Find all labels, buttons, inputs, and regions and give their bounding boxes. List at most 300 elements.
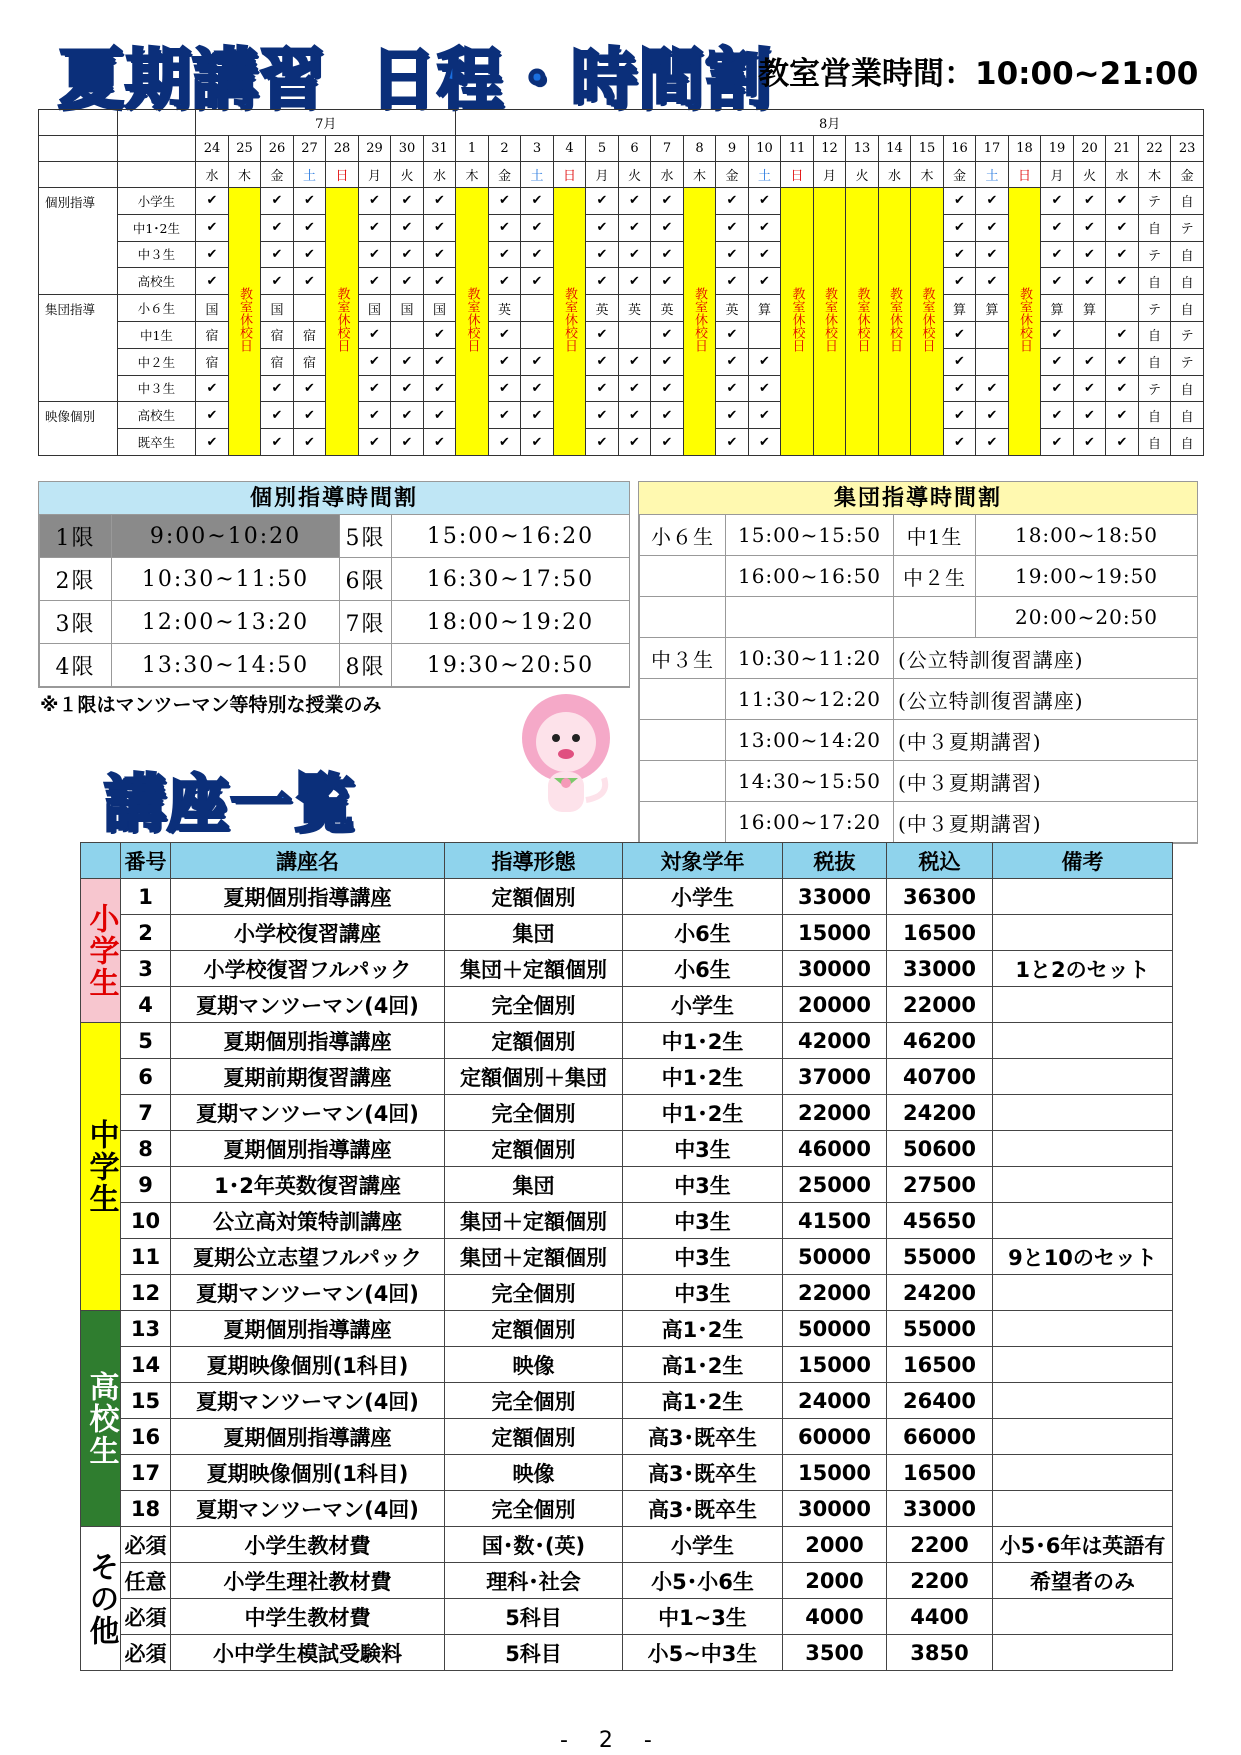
- period-label: 4限: [40, 644, 112, 687]
- day-number: 16: [943, 136, 976, 162]
- schedule-cell: [521, 321, 554, 348]
- schedule-cell: 自: [1138, 402, 1171, 429]
- schedule-cell: 自: [1138, 214, 1171, 241]
- schedule-cell: ✔: [586, 429, 619, 456]
- schedule-cell: ✔: [423, 321, 456, 348]
- table-cell: 夏期前期復習講座: [171, 1059, 445, 1095]
- group-time: 16:00~17:20: [726, 802, 894, 843]
- schedule-cell: ✔: [748, 268, 781, 295]
- table-cell: 25000: [783, 1167, 887, 1203]
- table-cell: [993, 1023, 1173, 1059]
- group-grade-label: 中３生: [640, 638, 726, 679]
- schedule-cell: 国: [423, 295, 456, 322]
- table-cell: 2200: [887, 1527, 993, 1563]
- day-number: 23: [1171, 136, 1204, 162]
- weekday: 日: [326, 162, 359, 188]
- schedule-cell: テ: [1171, 348, 1204, 375]
- closed-day: [553, 188, 586, 456]
- schedule-cell: 算: [748, 295, 781, 322]
- table-cell: 10: [121, 1203, 171, 1239]
- schedule-cell: ✔: [976, 402, 1009, 429]
- day-number: 6: [618, 136, 651, 162]
- day-number: 11: [781, 136, 814, 162]
- schedule-cell: ✔: [1073, 375, 1106, 402]
- table-cell: 夏期個別指導講座: [171, 1131, 445, 1167]
- schedule-cell: ✔: [1073, 188, 1106, 215]
- table-cell: 理科･社会: [445, 1563, 623, 1599]
- table-cell: 18: [121, 1491, 171, 1527]
- schedule-cell: ✔: [976, 188, 1009, 215]
- table-cell: 33000: [783, 879, 887, 915]
- table-cell: 7: [121, 1095, 171, 1131]
- table-cell: 小学校復習フルパック: [171, 951, 445, 987]
- schedule-cell: 自: [1138, 321, 1171, 348]
- table-cell: 8: [121, 1131, 171, 1167]
- table-cell: 4000: [783, 1599, 887, 1635]
- schedule-cell: ✔: [651, 214, 684, 241]
- table-cell: 高1･2生: [623, 1311, 783, 1347]
- table-cell: 16500: [887, 915, 993, 951]
- schedule-cell: ✔: [943, 214, 976, 241]
- schedule-cell: ✔: [196, 268, 229, 295]
- schedule-cell: ✔: [651, 402, 684, 429]
- schedule-cell: ✔: [651, 268, 684, 295]
- table-cell: 任意: [121, 1563, 171, 1599]
- weekday: 木: [1138, 162, 1171, 188]
- day-number: 20: [1073, 136, 1106, 162]
- weekday: 木: [456, 162, 489, 188]
- table-cell: 定額個別: [445, 1419, 623, 1455]
- day-number: 12: [813, 136, 846, 162]
- table-cell: 1: [121, 879, 171, 915]
- table-cell: 中3生: [623, 1275, 783, 1311]
- table-row: [81, 1059, 1173, 1095]
- table-cell: 26400: [887, 1383, 993, 1419]
- weekday: 月: [1041, 162, 1074, 188]
- table-cell: [993, 1419, 1173, 1455]
- schedule-cell: 自: [1138, 268, 1171, 295]
- schedule-category: 映像個別: [39, 402, 118, 456]
- table-cell: 必須: [121, 1599, 171, 1635]
- closed-day: [1008, 188, 1041, 456]
- schedule-cell: 宿: [293, 348, 326, 375]
- schedule-cell: ✔: [196, 188, 229, 215]
- schedule-cell: 自: [1171, 268, 1204, 295]
- schedule-cell: ✔: [1041, 214, 1074, 241]
- table-cell: 3850: [887, 1635, 993, 1671]
- table-cell: 24200: [887, 1095, 993, 1131]
- weekday: 金: [716, 162, 749, 188]
- day-number: 19: [1041, 136, 1074, 162]
- schedule-cell: ✔: [261, 188, 294, 215]
- schedule-cell: ✔: [1041, 321, 1074, 348]
- schedule-grade: 既卒生: [117, 429, 196, 456]
- schedule-cell: ✔: [716, 241, 749, 268]
- weekday: 水: [1106, 162, 1139, 188]
- schedule-cell: ✔: [1041, 375, 1074, 402]
- schedule-cell: ✔: [358, 375, 391, 402]
- weekday: 木: [911, 162, 944, 188]
- schedule-cell: ✔: [1106, 268, 1139, 295]
- group-grade-label: 小６生: [640, 515, 726, 556]
- weekday: 火: [846, 162, 879, 188]
- schedule-cell: 英: [586, 295, 619, 322]
- table-cell: 完全個別: [445, 987, 623, 1023]
- table-cell: 60000: [783, 1419, 887, 1455]
- table-cell: 小5･6年は英語有: [993, 1527, 1173, 1563]
- table-cell: 1･2年英数復習講座: [171, 1167, 445, 1203]
- table-cell: 2000: [783, 1563, 887, 1599]
- table-row: [81, 1383, 1173, 1419]
- table-cell: 6: [121, 1059, 171, 1095]
- schedule-cell: ✔: [391, 214, 424, 241]
- schedule-cell: ✔: [488, 402, 521, 429]
- schedule-cell: ✔: [196, 375, 229, 402]
- table-cell: 15000: [783, 1347, 887, 1383]
- table-cell: 国･数･(英): [445, 1527, 623, 1563]
- schedule-cell: ✔: [943, 241, 976, 268]
- schedule-cell: ✔: [423, 402, 456, 429]
- period-time: 19:30~20:50: [392, 644, 630, 687]
- schedule-cell: [1073, 321, 1106, 348]
- schedule-cell: ✔: [1106, 321, 1139, 348]
- schedule-cell: ✔: [423, 214, 456, 241]
- month-label: 7月: [196, 110, 456, 136]
- table-cell: [993, 1167, 1173, 1203]
- weekday: 土: [293, 162, 326, 188]
- table-row: [81, 1455, 1173, 1491]
- schedule-cell: ✔: [748, 402, 781, 429]
- table-row: [81, 1347, 1173, 1383]
- period-label: 8限: [340, 644, 392, 687]
- schedule-cell: ✔: [1106, 348, 1139, 375]
- schedule-cell: 国: [358, 295, 391, 322]
- group-course: (中３夏期講習): [894, 720, 1198, 761]
- schedule-cell: ✔: [1041, 241, 1074, 268]
- weekday: 火: [618, 162, 651, 188]
- schedule-cell: ✔: [293, 214, 326, 241]
- table-cell: 映像: [445, 1455, 623, 1491]
- table-cell: 55000: [887, 1239, 993, 1275]
- table-row: [81, 1239, 1173, 1275]
- day-number: 17: [976, 136, 1009, 162]
- table-cell: 22000: [783, 1095, 887, 1131]
- schedule-cell: [293, 295, 326, 322]
- schedule-cell: 宿: [293, 321, 326, 348]
- timetable-note: ※１限はマンツーマン等特別な授業のみ: [40, 694, 382, 716]
- table-cell: 希望者のみ: [993, 1563, 1173, 1599]
- page-title: 夏期講習: [58, 41, 326, 118]
- schedule-grade: 中1･2生: [117, 214, 196, 241]
- table-row: [81, 1635, 1173, 1671]
- table-cell: 4400: [887, 1599, 993, 1635]
- table-cell: 16: [121, 1419, 171, 1455]
- table-row: [81, 1311, 1173, 1347]
- schedule-cell: 宿: [196, 348, 229, 375]
- table-cell: 40700: [887, 1059, 993, 1095]
- table-cell: [993, 1383, 1173, 1419]
- schedule-cell: ✔: [261, 241, 294, 268]
- table-cell: 定額個別: [445, 1131, 623, 1167]
- day-number: 31: [423, 136, 456, 162]
- table-cell: 27500: [887, 1167, 993, 1203]
- schedule-cell: ✔: [943, 429, 976, 456]
- table-cell: 高3･既卒生: [623, 1491, 783, 1527]
- group-course: (公立特訓復習講座): [894, 638, 1198, 679]
- closed-day-label: 教室休校日: [887, 286, 902, 352]
- schedule-cell: ✔: [391, 188, 424, 215]
- month-label: 8月: [456, 110, 1204, 136]
- period-label: 7限: [340, 601, 392, 644]
- schedule-cell: ✔: [618, 429, 651, 456]
- table-cell: [993, 1635, 1173, 1671]
- schedule-cell: ✔: [748, 429, 781, 456]
- group-time: 10:30~11:20: [726, 638, 894, 679]
- schedule-cell: ✔: [748, 214, 781, 241]
- closed-day-label: 教室休校日: [692, 286, 707, 352]
- day-number: 7: [651, 136, 684, 162]
- table-cell: 中3生: [623, 1167, 783, 1203]
- table-cell: 夏期公立志望フルパック: [171, 1239, 445, 1275]
- day-number: 8: [683, 136, 716, 162]
- table-cell: 夏期個別指導講座: [171, 1419, 445, 1455]
- closed-day: [456, 188, 489, 456]
- schedule-cell: ✔: [976, 429, 1009, 456]
- table-cell: 集団: [445, 915, 623, 951]
- schedule-cell: 自: [1171, 375, 1204, 402]
- table-row: [81, 915, 1173, 951]
- weekday: 土: [521, 162, 554, 188]
- schedule-cell: ✔: [423, 188, 456, 215]
- schedule-cell: ✔: [976, 375, 1009, 402]
- table-cell: 小6生: [623, 951, 783, 987]
- weekday: 水: [423, 162, 456, 188]
- schedule-cell: ✔: [488, 429, 521, 456]
- column-header: 講座名: [171, 843, 445, 879]
- schedule-cell: ✔: [618, 348, 651, 375]
- schedule-cell: ✔: [1073, 348, 1106, 375]
- table-row: [81, 951, 1173, 987]
- table-row: [81, 1275, 1173, 1311]
- schedule-cell: ✔: [943, 348, 976, 375]
- day-number: 10: [748, 136, 781, 162]
- table-cell: 小学生: [623, 1527, 783, 1563]
- table-cell: 夏期マンツーマン(4回): [171, 1491, 445, 1527]
- table-cell: 33000: [887, 951, 993, 987]
- closed-day: [813, 188, 846, 456]
- schedule-cell: ✔: [488, 375, 521, 402]
- schedule-cell: テ: [1171, 321, 1204, 348]
- individual-timetable: [38, 481, 630, 688]
- courses-title: 講座一覧: [104, 767, 357, 840]
- table-cell: 映像: [445, 1347, 623, 1383]
- schedule-cell: ✔: [521, 268, 554, 295]
- schedule-cell: ✔: [1041, 188, 1074, 215]
- table-cell: 22000: [887, 987, 993, 1023]
- schedule-cell: ✔: [976, 214, 1009, 241]
- column-header: 備考: [993, 843, 1173, 879]
- table-cell: 高1･2生: [623, 1383, 783, 1419]
- schedule-cell: ✔: [488, 321, 521, 348]
- table-cell: 16500: [887, 1455, 993, 1491]
- schedule-cell: 英: [651, 295, 684, 322]
- schedule-cell: ✔: [976, 268, 1009, 295]
- schedule-cell: ✔: [716, 402, 749, 429]
- table-cell: 5: [121, 1023, 171, 1059]
- table-cell: 必須: [121, 1635, 171, 1671]
- schedule-cell: ✔: [358, 402, 391, 429]
- schedule-grade: 高校生: [117, 402, 196, 429]
- schedule-cell: ✔: [748, 375, 781, 402]
- schedule-cell: ✔: [293, 188, 326, 215]
- schedule-cell: ✔: [943, 268, 976, 295]
- table-cell: 夏期個別指導講座: [171, 879, 445, 915]
- weekday: 日: [553, 162, 586, 188]
- schedule-cell: テ: [1138, 375, 1171, 402]
- table-cell: [993, 1131, 1173, 1167]
- schedule-cell: ✔: [391, 348, 424, 375]
- weekday: 日: [1008, 162, 1041, 188]
- schedule-cell: ✔: [586, 268, 619, 295]
- table-cell: 46200: [887, 1023, 993, 1059]
- schedule-cell: ✔: [293, 402, 326, 429]
- schedule-cell: [976, 321, 1009, 348]
- schedule-cell: [618, 321, 651, 348]
- business-hours: 教室営業時間：10:00~21:00: [758, 56, 1199, 92]
- table-cell: 中1･2生: [623, 1023, 783, 1059]
- closed-day-label: 教室休校日: [236, 286, 252, 352]
- schedule-cell: ✔: [521, 348, 554, 375]
- schedule-cell: ✔: [651, 375, 684, 402]
- schedule-cell: 国: [196, 295, 229, 322]
- table-cell: 24000: [783, 1383, 887, 1419]
- schedule-cell: ✔: [261, 214, 294, 241]
- day-number: 24: [196, 136, 229, 162]
- weekday: 金: [943, 162, 976, 188]
- day-number: 14: [878, 136, 911, 162]
- table-cell: 完全個別: [445, 1491, 623, 1527]
- weekday: 水: [878, 162, 911, 188]
- table-row: [81, 1491, 1173, 1527]
- table-cell: 小5･小6生: [623, 1563, 783, 1599]
- table-cell: 45650: [887, 1203, 993, 1239]
- schedule-cell: ✔: [1106, 402, 1139, 429]
- schedule-cell: ✔: [586, 214, 619, 241]
- table-cell: 完全個別: [445, 1275, 623, 1311]
- schedule-grade: 小６生: [117, 295, 196, 322]
- schedule-grade: 小学生: [117, 188, 196, 215]
- weekday: 金: [1171, 162, 1204, 188]
- day-number: 30: [391, 136, 424, 162]
- period-label: 3限: [40, 601, 112, 644]
- schedule-cell: ✔: [391, 241, 424, 268]
- table-cell: 夏期マンツーマン(4回): [171, 987, 445, 1023]
- schedule-cell: テ: [1138, 295, 1171, 322]
- table-cell: 夏期個別指導講座: [171, 1311, 445, 1347]
- schedule-cell: ✔: [1041, 402, 1074, 429]
- period-label: 6限: [340, 558, 392, 601]
- schedule-cell: ✔: [358, 241, 391, 268]
- table-row: [81, 879, 1173, 915]
- schedule-cell: ✔: [391, 375, 424, 402]
- table-cell: 3: [121, 951, 171, 987]
- schedule-cell: ✔: [1106, 214, 1139, 241]
- table-cell: 15000: [783, 1455, 887, 1491]
- table-cell: 46000: [783, 1131, 887, 1167]
- table-cell: 中1･2生: [623, 1059, 783, 1095]
- schedule-cell: ✔: [1106, 241, 1139, 268]
- schedule-cell: ✔: [716, 214, 749, 241]
- weekday: 水: [196, 162, 229, 188]
- schedule-category: 個別指導: [39, 188, 118, 295]
- schedule-cell: ✔: [423, 268, 456, 295]
- table-cell: 小学生理社教材費: [171, 1563, 445, 1599]
- closed-day-label: 教室休校日: [1017, 286, 1032, 352]
- schedule-cell: ✔: [196, 402, 229, 429]
- closed-day: [781, 188, 814, 456]
- table-cell: 夏期マンツーマン(4回): [171, 1095, 445, 1131]
- column-header: 税抜: [783, 843, 887, 879]
- table-cell: 30000: [783, 1491, 887, 1527]
- group-timetable: [638, 481, 1198, 844]
- day-number: 2: [488, 136, 521, 162]
- table-cell: [993, 1347, 1173, 1383]
- table-cell: 22000: [783, 1275, 887, 1311]
- schedule-cell: テ: [1171, 214, 1204, 241]
- schedule-cell: ✔: [358, 188, 391, 215]
- table-cell: 中3生: [623, 1239, 783, 1275]
- schedule-cell: 自: [1171, 241, 1204, 268]
- schedule-cell: ✔: [521, 402, 554, 429]
- day-number: 13: [846, 136, 879, 162]
- day-number: 5: [586, 136, 619, 162]
- period-time: 9:00~10:20: [112, 515, 340, 558]
- schedule-grade: 中３生: [117, 375, 196, 402]
- schedule-cell: ✔: [488, 188, 521, 215]
- closed-day-label: 教室休校日: [464, 286, 480, 352]
- schedule-cell: ✔: [423, 348, 456, 375]
- closed-day: [228, 188, 261, 456]
- table-cell: 50000: [783, 1311, 887, 1347]
- table-row: [81, 1023, 1173, 1059]
- table-cell: 完全個別: [445, 1383, 623, 1419]
- table-cell: 中1･2生: [623, 1095, 783, 1131]
- table-row: [81, 1167, 1173, 1203]
- schedule-cell: ✔: [618, 402, 651, 429]
- schedule-cell: ✔: [586, 348, 619, 375]
- group-time: 19:00~19:50: [976, 556, 1198, 597]
- table-cell: [993, 1059, 1173, 1095]
- table-cell: 4: [121, 987, 171, 1023]
- schedule-cell: 宿: [261, 348, 294, 375]
- schedule-cell: [976, 348, 1009, 375]
- schedule-cell: ✔: [521, 375, 554, 402]
- individual-timetable-title: 個別指導時間割: [39, 482, 629, 514]
- schedule-cell: 英: [716, 295, 749, 322]
- schedule-cell: ✔: [488, 268, 521, 295]
- schedule-category: 集団指導: [39, 295, 118, 402]
- table-cell: [993, 879, 1173, 915]
- schedule-cell: ✔: [358, 214, 391, 241]
- schedule-cell: ✔: [618, 375, 651, 402]
- schedule-cell: ✔: [196, 214, 229, 241]
- table-cell: 定額個別＋集団: [445, 1059, 623, 1095]
- schedule-cell: ✔: [943, 321, 976, 348]
- group-time: 13:00~14:20: [726, 720, 894, 761]
- table-cell: 5科目: [445, 1635, 623, 1671]
- schedule-cell: ✔: [586, 241, 619, 268]
- period-label: 5限: [340, 515, 392, 558]
